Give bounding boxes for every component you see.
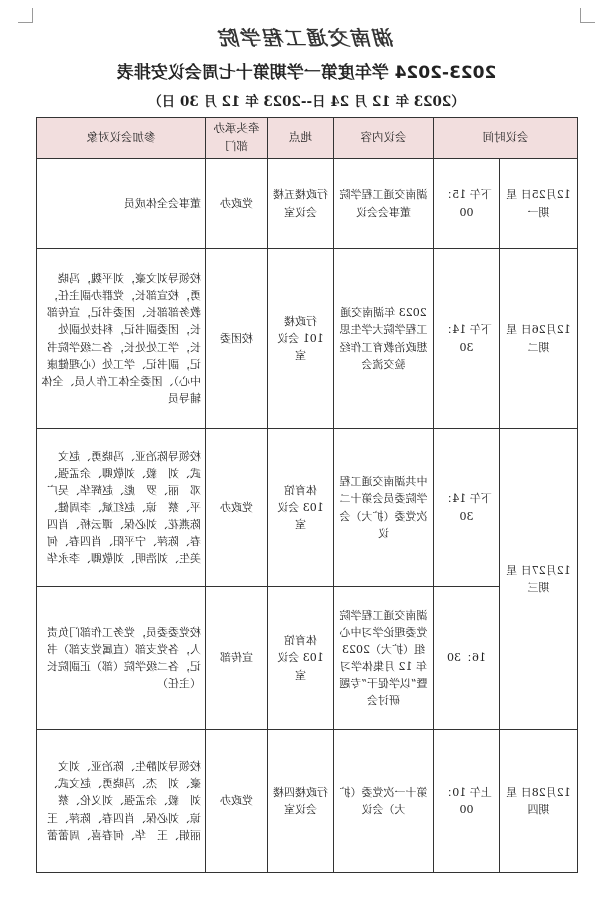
meeting-department: 宣传部 — [206, 587, 268, 730]
meeting-attendees: 校党委委员，党务工作部门负责人，各党支部（直属党支部）书记，各二级学院（部）正副院长（主任） — [37, 587, 206, 730]
meeting-time: 16：30 — [434, 587, 500, 730]
meeting-attendees: 校领导刘静生、陈冶亚、刘文豪、刘 杰、冯晓勇、赵文武、刘 毅、余孟强、刘义伦、蔡 谅、刘必保、肖四春、陈萍、王丽娟、王 华、何春喜、周蕾蕾 — [37, 730, 206, 873]
meeting-attendees: 校领导陈冶亚、冯晓勇、赵文武、刘 毅、刘敬卿、余孟强、邓 丽、罗 彪、赵辉华、吴广平、蔡 谅、赵红斌、李周健、陈燕花、刘必保、谭云桥、肖四春、陈萍、宁平阳、肖四春、何美生、刘浩明、刘敬卿、李永华 — [37, 429, 206, 587]
meeting-location: 行政楼 101 会议室 — [268, 249, 334, 429]
meeting-time: 下午 14：30 — [434, 249, 500, 429]
school-name: 湖南交通工程学院 — [218, 26, 395, 50]
header-meeting-content: 会议内容 — [334, 118, 434, 159]
meeting-content: 湖南交通工程学院董事会会议 — [334, 159, 434, 249]
meeting-location: 体育馆 103 会议室 — [268, 587, 334, 730]
meeting-date: 12月25日 星期一 — [500, 159, 578, 249]
document-title: 2023-2024 学年度第一学期第十七周会议安排表 — [116, 63, 497, 83]
header-attendees: 参加会议对象 — [37, 118, 206, 159]
meeting-content: 2023 年湖南交通工程学院大学生思想政治教育工作经验交流会 — [334, 249, 434, 429]
table-row — [37, 429, 578, 587]
meeting-department: 党政办 — [206, 730, 268, 873]
header-location: 地点 — [268, 118, 334, 159]
meeting-content: 湖南交通工程学院党委理论学习中心组（扩大）2023 年 12 月集体学习暨“以学促干”专题研讨会 — [334, 587, 434, 730]
meeting-department: 党政办 — [206, 429, 268, 587]
crop-mark-top-right — [18, 8, 33, 23]
table-header-row — [37, 118, 578, 159]
table-row — [37, 587, 578, 730]
meeting-date: 12月28日 星期四 — [500, 730, 578, 873]
date-range: （2023 年 12 月 24 日--2023 年 12 月 30 日） — [148, 94, 465, 110]
meeting-schedule-table — [36, 117, 578, 873]
meeting-date: 12月27日 星期三 — [500, 429, 578, 730]
meeting-department: 校团委 — [206, 249, 268, 429]
crop-mark-top-left — [580, 8, 595, 23]
meeting-time: 下午 15：00 — [434, 159, 500, 249]
meeting-attendees: 董事会全体成员 — [37, 159, 206, 249]
table-row — [37, 730, 578, 873]
meeting-attendees: 校领导刘文豪，刘平魏，冯晓勇，校宣部长，党群办副主任，教务部部长、团委书记，宣传部长，团委副书记，科技处副处长，学工处处长，各二级学院书记，副书记、学工处（心理健康中心）、团委全体工作人员、全体辅导员 — [37, 249, 206, 429]
meeting-time: 上午 10：00 — [434, 730, 500, 873]
meeting-location: 行政楼五楼会议室 — [268, 159, 334, 249]
header-department: 牵头承办部门 — [206, 118, 268, 159]
meeting-content: 中共湖南交通工程学院委员会第十二次党委（扩大）会议 — [334, 429, 434, 587]
meeting-date: 12月26日 星期二 — [500, 249, 578, 429]
table-row — [37, 159, 578, 249]
meeting-content: 第十一次党委（扩大）会议 — [334, 730, 434, 873]
meeting-time: 下午 14：30 — [434, 429, 500, 587]
table-row — [37, 249, 578, 429]
header-meeting-time: 会议时间 — [434, 118, 578, 159]
meeting-location: 体育馆 103 会议室 — [268, 429, 334, 587]
meeting-department: 党政办 — [206, 159, 268, 249]
meeting-location: 行政楼四楼会议室 — [268, 730, 334, 873]
